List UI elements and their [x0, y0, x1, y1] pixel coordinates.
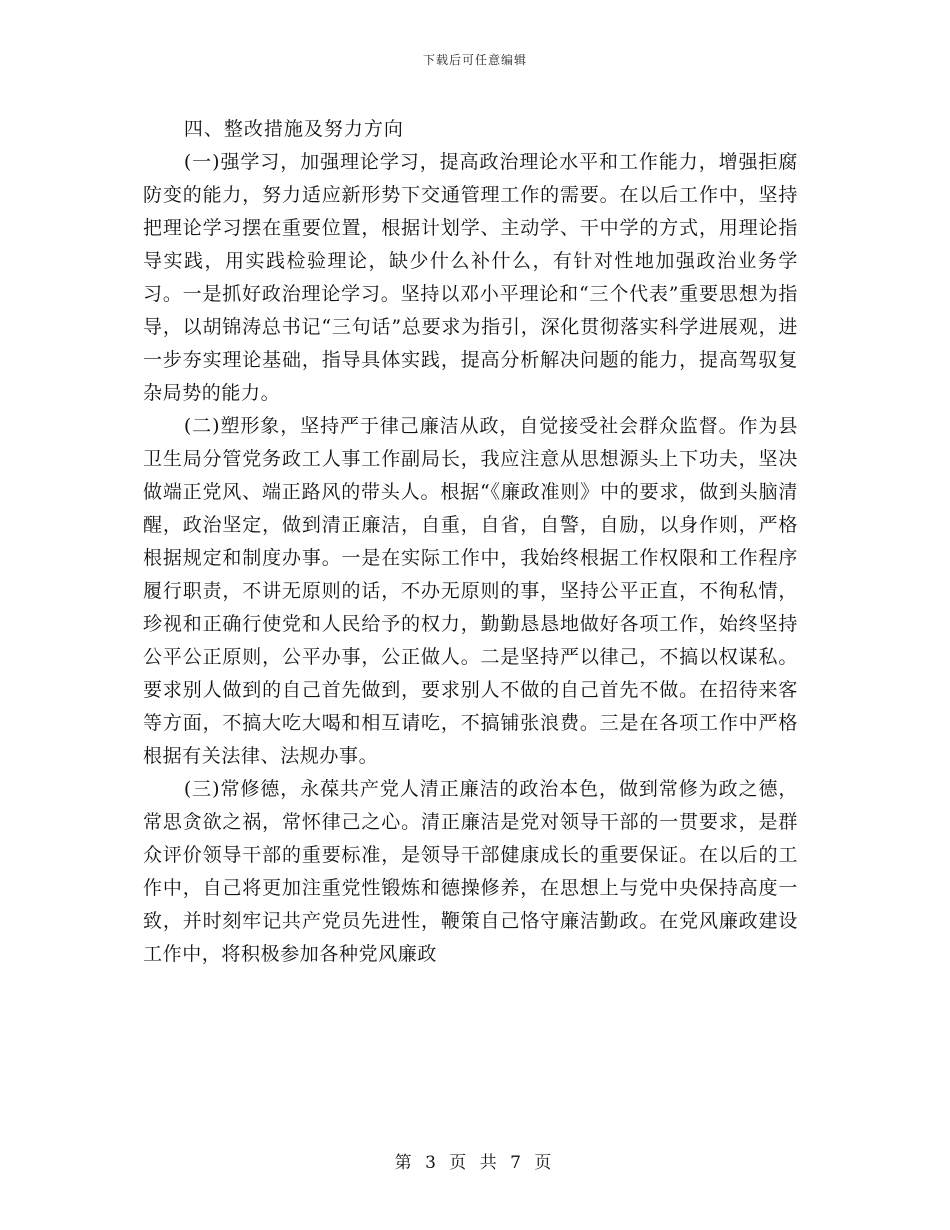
paragraph-2: (二)塑形象，坚持严于律己廉洁从政，自觉接受社会群众监督。作为县卫生局分管党务政工人事工作副局长，我应注意从思想源头上下功夫，坚决做端正党风、端正路风的带头人。根据“《廉政准则》中的要求，做到头脑清醒，政治坚定，做到清正廉洁，自重，自省，自警，自励，以身作则，严格根据规定和制度办事。一是在实际工作中，我始终根据工作权限和工作程序履行职责，不讲无原则的话，不办无原则的事，坚持公平正直，不徇私情，珍视和正确行使党和人民给予的权力，勤勤恳恳地做好各项工作，始终坚持公平公正原则，公平办事，公正做人。二是坚持严以律己，不搞以权谋私。要求别人做到的自己首先做到，要求别人不做的自己首先不做。在招待来客等方面，不搞大吃大喝和相互请吃，不搞铺张浪费。三是在各项工作中严格根据有关法律、法规办事。: [143, 415, 798, 767]
paragraph-1: (一)强学习，加强理论学习，提高政治理论水平和工作能力，增强拒腐防变的能力，努力适应新形势下交通管理工作的需要。在以后工作中，坚持把理论学习摆在重要位置，根据计划学、主动学、干中学的方式，用理论指导实践，用实践检验理论，缺少什么补什么，有针对性地加强政治业务学习。一是抓好政治理论学习。坚持以邓小平理论和“三个代表”重要思想为指导，以胡锦涛总书记“三句话”总要求为指引，深化贯彻落实科学进展观，进一步夯实理论基础，指导具体实践，提高分析解决问题的能力，提高驾驭复杂局势的能力。: [143, 151, 798, 404]
paragraph-3: (三)常修德，永葆共产党人清正廉洁的政治本色，做到常修为政之德，常思贪欲之祸，常怀律己之心。清正廉洁是党对领导干部的一贯要求，是群众评价领导干部的重要标准，是领导干部健康成长的重要保证。在以后的工作中，自己将更加注重党性锻炼和德操修养，在思想上与党中央保持高度一致，并时刻牢记共产党员先进性，鞭策自己恪守廉洁勤政。在党风廉政建设工作中，将积极参加各种党风廉政: [143, 778, 798, 965]
header-note: 下载后可任意编辑: [422, 53, 527, 67]
section-heading: 四、整改措施及努力方向: [183, 118, 404, 140]
page-number: 第 3 页 共 7 页: [394, 1153, 556, 1173]
document-body: [143, 113, 798, 971]
